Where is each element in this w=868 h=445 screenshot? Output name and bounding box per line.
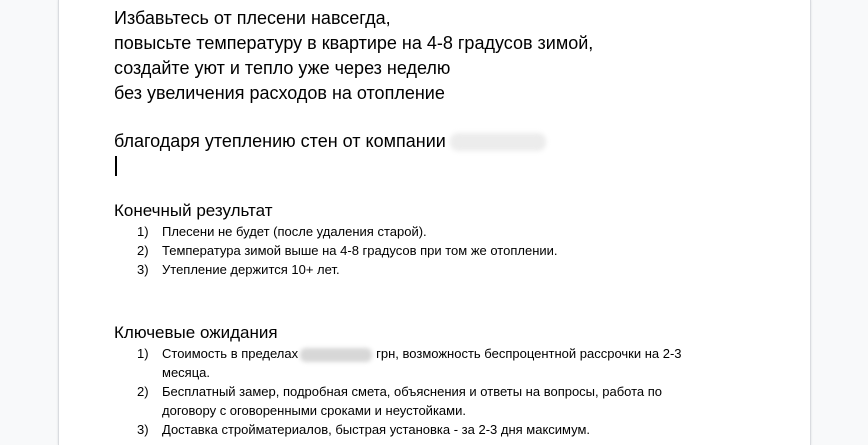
document-page[interactable] — [58, 0, 811, 445]
list-item — [114, 420, 714, 439]
list-item-text: Утепление держится 10+ лет. — [162, 262, 340, 277]
intro-line: Избавьтесь от плесени навсегда, — [114, 8, 391, 28]
intro-line: повысьте температуру в квартире на 4-8 градусов зимой, — [114, 33, 594, 53]
list-number: 1) — [137, 346, 149, 361]
company-line — [114, 129, 546, 154]
list-item-text-start: Стоимость в пределах — [162, 346, 299, 361]
list-item-text-end: грн, возможность беспроцентной рассрочки на 2-3 месяца. — [162, 346, 682, 380]
list-item — [114, 241, 714, 260]
list-item — [114, 382, 714, 420]
result-heading: Конечный результат — [114, 201, 273, 220]
list-item-text: Температура зимой выше на 4-8 градусов при том же отоплении. — [162, 243, 558, 258]
list-item-text: Бесплатный замер, подробная смета, объяснения и ответы на вопросы, работа по договору с оговоренными сроками и неустойками. — [162, 384, 663, 418]
redacted-company-name — [450, 133, 546, 151]
intro-line: создайте уют и тепло уже через неделю — [114, 58, 451, 78]
list-number: 2) — [137, 243, 149, 258]
list-number: 3) — [137, 262, 149, 277]
list-number: 2) — [137, 384, 149, 399]
list-item — [114, 260, 714, 279]
expectations-list — [114, 344, 714, 439]
expectations-heading: Ключевые ожидания — [114, 323, 278, 342]
result-list — [114, 222, 714, 279]
list-item-text: Плесени не будет (после удаления старой). — [162, 224, 427, 239]
text-cursor — [115, 156, 117, 176]
list-number: 1) — [137, 224, 149, 239]
list-item-text: Доставка стройматериалов, быстрая установка - за 2-3 дня максимум. — [162, 422, 591, 437]
list-item — [114, 222, 714, 241]
list-item — [114, 344, 714, 382]
list-number: 3) — [137, 422, 149, 437]
intro-paragraph — [114, 6, 593, 106]
intro-line: без увеличения расходов на отопление — [114, 83, 445, 103]
redacted-price — [300, 348, 372, 362]
company-line-text: благодаря утеплению стен от компании — [114, 131, 446, 151]
